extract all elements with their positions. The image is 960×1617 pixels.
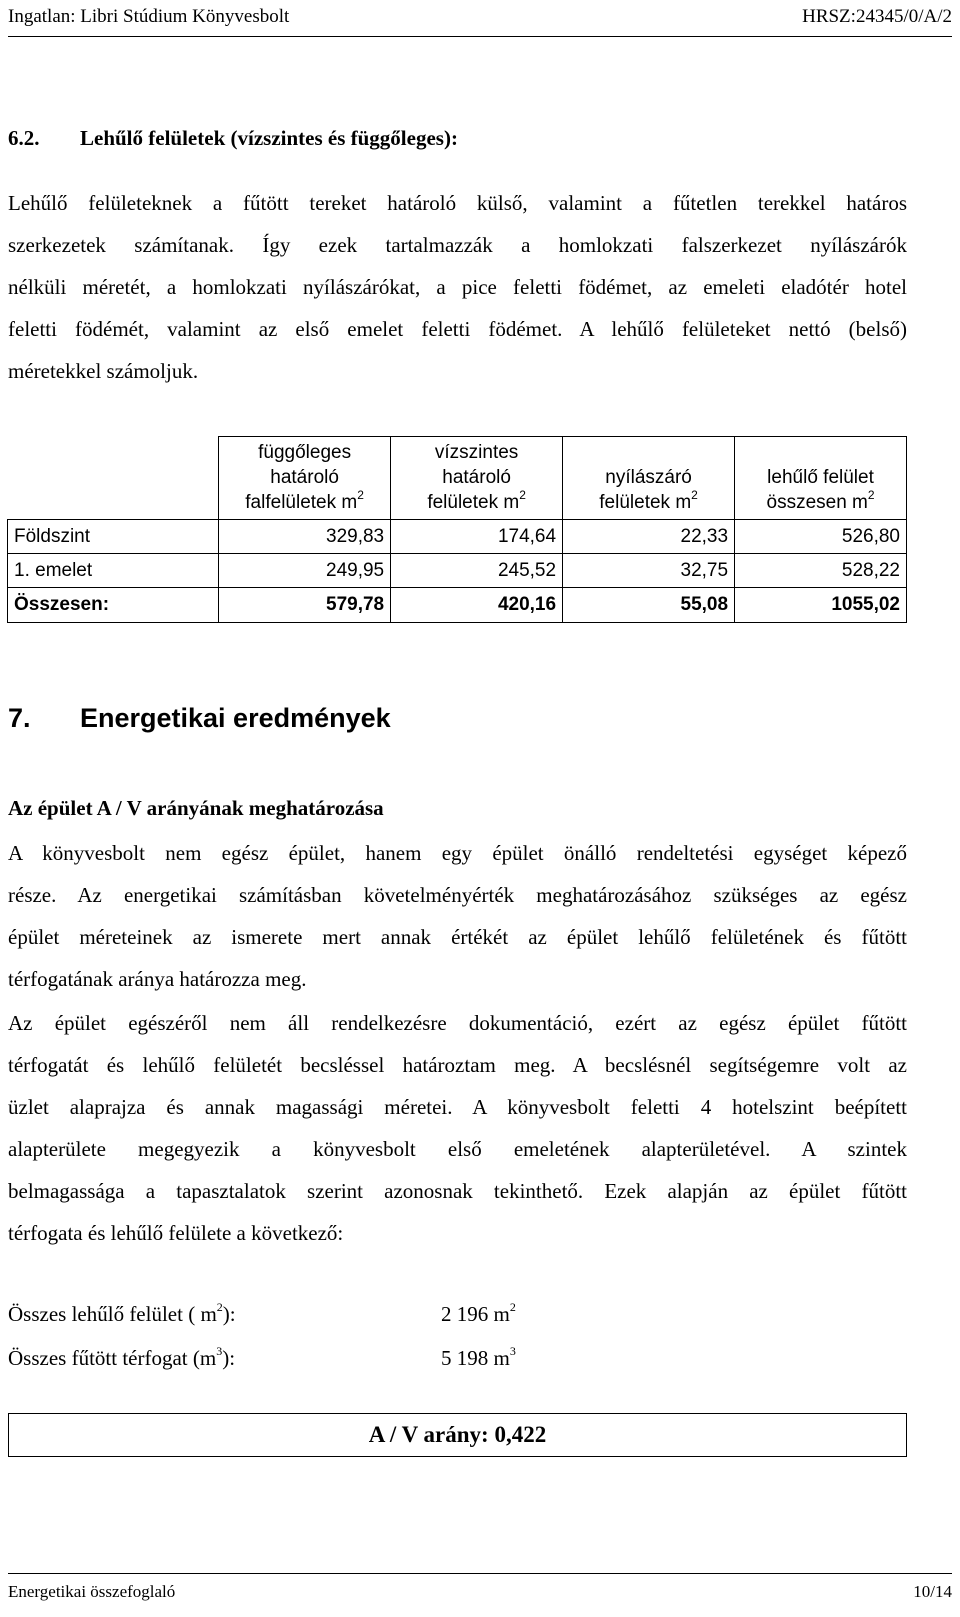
text-line: alapterülete megegyezik a könyvesbolt első emeletének alapterületével. A szintek xyxy=(8,1137,907,1161)
table-header-row xyxy=(8,437,907,520)
section-number: 7. xyxy=(8,703,31,733)
table-header-cell: függőleges határoló falfelületek $m^2$ xyxy=(219,437,391,520)
section-title: Energetikai eredmények xyxy=(80,703,391,733)
page-header xyxy=(8,6,952,37)
table-cell: 329,83 xyxy=(219,520,391,554)
total-volume-label: Összes fűtött térfogat $(m^3)$: xyxy=(8,1344,236,1370)
total-surface-value: 2 196 $m^2$ xyxy=(441,1300,516,1326)
table-total-row xyxy=(8,588,907,623)
table-cell: 420,16 xyxy=(391,588,563,623)
table-cell: 579,78 xyxy=(219,588,391,623)
text-line: feletti födémét, valamint az első emelet feletti födémet. A lehűlő felületeket nettó (belső) xyxy=(8,317,907,341)
footer-title: Energetikai összefoglaló xyxy=(8,1582,176,1601)
section-7-heading xyxy=(8,703,391,734)
row-label: 1. emelet xyxy=(8,554,219,588)
total-surface-label: Összes lehűlő felület ( $m^2$): xyxy=(8,1300,236,1326)
page-footer xyxy=(8,1573,952,1610)
row-label: Földszint xyxy=(8,520,219,554)
table-header-blank xyxy=(8,437,219,520)
table-cell: 249,95 xyxy=(219,554,391,588)
table-header-cell: lehűlő felület összesen $m^2$ xyxy=(735,437,907,520)
table-header-cell: vízszintes határoló felületek $m^2$ xyxy=(391,437,563,520)
text-line: nélküli méretét, a homlokzati nyílászárókat, a pice feletti födémet, az emeleti eladótér hotel xyxy=(8,275,907,299)
header-property: Ingatlan: Libri Stúdium Könyvesbolt xyxy=(8,6,290,27)
section-6-2-paragraph xyxy=(8,182,907,392)
av-ratio-box xyxy=(8,1413,907,1457)
section-6-2-heading xyxy=(8,126,458,151)
table-cell: 22,33 xyxy=(563,520,735,554)
section-number: 6.2. xyxy=(8,126,40,150)
section-title: Lehűlő felületek (vízszintes és függőleges): xyxy=(80,126,458,150)
text-line: szerkezetek számítanak. Így ezek tartalmazzák a homlokzati falszerkezet nyílászárók xyxy=(8,233,907,257)
total-surface-row xyxy=(8,1302,708,1332)
total-volume-value: 5 198 $m^3$ xyxy=(441,1344,516,1370)
av-ratio-value: : 0,422 xyxy=(481,1422,547,1447)
av-paragraph-1 xyxy=(8,832,907,1000)
subsection-heading: Az épület A / V arányának meghatározása xyxy=(8,796,384,820)
table-cell: 526,80 xyxy=(735,520,907,554)
table-cell: 245,52 xyxy=(391,554,563,588)
text-line: méretekkel számoljuk. xyxy=(8,359,199,383)
cooling-surfaces-table xyxy=(7,436,907,623)
text-line: Az épület egészéről nem áll rendelkezésre dokumentáció, ezért az egész épület fűtött xyxy=(8,1011,907,1035)
av-ratio-label: A / V arány xyxy=(368,1422,482,1447)
text-line: Lehűlő felületeknek a fűtött tereket határoló külső, valamint a fűtetlen terekkel határos xyxy=(8,191,907,215)
text-line: része. Az energetikai számításban követelményérték meghatározásához szükséges az egész xyxy=(8,883,907,907)
text-line: térfogatát és lehűlő felületét becsléssel határoztam meg. A becslésnél segítségemre volt az xyxy=(8,1053,907,1077)
table-row xyxy=(8,520,907,554)
total-volume-row xyxy=(8,1346,708,1376)
table-cell: 32,75 xyxy=(563,554,735,588)
header-parcel-number: HRSZ:24345/0/A/2 xyxy=(802,6,952,27)
text-line: térfogata és lehűlő felülete a következő: xyxy=(8,1221,344,1245)
table-header-cell: nyílászáró felületek $m^2$ xyxy=(563,437,735,520)
text-line: üzlet alaprajza és annak magassági méretei. A könyvesbolt feletti 4 hotelszint beépített xyxy=(8,1095,907,1119)
text-line: belmagassága a tapasztalatok szerint azonosnak tekinthető. Ezek alapján az épület fűtött xyxy=(8,1179,907,1203)
table-cell: 528,22 xyxy=(735,554,907,588)
table-cell: 55,08 xyxy=(563,588,735,623)
av-paragraph-2 xyxy=(8,1002,907,1254)
table-cell: 174,64 xyxy=(391,520,563,554)
row-label: Összesen: xyxy=(8,588,219,623)
table-cell: 1055,02 xyxy=(735,588,907,623)
page-number: 10/14 xyxy=(913,1582,952,1601)
table-row xyxy=(8,554,907,588)
text-line: épület méreteinek az ismerete mert annak értékét az épület lehűlő felületének és fűtött xyxy=(8,925,907,949)
text-line: A könyvesbolt nem egész épület, hanem egy épület önálló rendeltetési egységet képező xyxy=(8,841,907,865)
text-line: térfogatának aránya határozza meg. xyxy=(8,967,307,991)
